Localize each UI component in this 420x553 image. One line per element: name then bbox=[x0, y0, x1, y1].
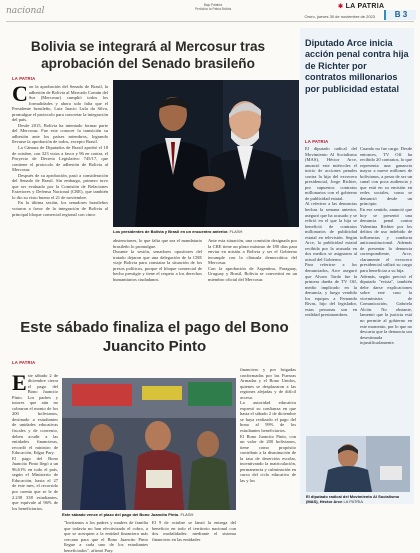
article1-col2: abstenciones, lo que falta que sea el mandatario brasileño lo promulgue. Durante la sesión, senadores opositores del tratado dejaron que una delegación de la CRE viaje Bolivia para constatar la situación de los presos políticos, porque el bloque comercial de hecho prestigie y tiene el respeto a los derechos humanitarios ciudadanos. bbox=[113, 238, 202, 282]
article2-col3: El 9 de octubre se lanzó la entrega del beneficio en todo el territorio nacional con dos modalidades: mediante el sistema financiero en las entidades bbox=[152, 520, 236, 542]
star-icon: ✱ bbox=[338, 4, 344, 10]
article2-spacer bbox=[62, 367, 146, 377]
article2-photo-caption bbox=[62, 512, 236, 517]
sidebar-col2: Cuando no fue cargo. Desde entonces, TV Off ha recibido 20 contratos, lo que representa una ganancia mayor a nueve millones de bolivianos, a pesar de ser un canal con poca audiencia y que está en su emisión en redes sociales, como se denunció desde un principio. En ese sentido, anunció que hoy se presentó una denuncia penal contra Valentina Richter por los delitos de uso indebido de influencias y conducta anticonstitucional. Además de presentar la denuncia correspondiente, Arce, claramente el exvocero presidencial utilizó su cargo para beneficiar a su hija. Además, según precisó el diputado "evista", también debe darse explicaciones sobre este caso la viceministra de Comunicación, Gabriela Alcón. No obstante, lamentó que la justicia está no permite al gobierno en este momento, por lo que no descarta que la denuncia sea desestimada injustificadamente. bbox=[360, 146, 412, 346]
article1-p4: Después de su aprobación, pasó a consideración del Senado de Brasil. Sin embargo, primero tuvo que ser evaluado por la Comisión de Relaciones Exteriores y Defensa Nacional (CRE), que también lo dio su visto bueno el 21 de noviembre. bbox=[12, 172, 108, 200]
presidents-photo-art bbox=[113, 80, 299, 227]
article2-col1-text: ste sábado 2 de diciembre cierra el pago del Bono Juancito Pinto. Los padres y tutores que aún no cobraron el monto de los 200 bolivianos, destinado a estudiantes de unidades educativas fiscales y de convenio, deben acudir a las entidades financieras, recordó el ministro de Educación, Edgar Pary. El pago del Bono Juancito Pinto llegó a un 96,61% en todo el país, según el Ministerio de Educación, hasta el 27 de este mes, el recorrido por cuenta que se le de 2.238 338 estudiantes, que equivale al 96% de los beneficiarios. bbox=[12, 372, 58, 511]
arce-photo-art bbox=[306, 436, 410, 492]
article2-kicker: LA PATRIA bbox=[12, 360, 36, 365]
article1-p5: En la última sesión, los senadores brasileños votaron a favor de la integración de Bolivia al principal bloque comercial regional con cinco bbox=[12, 200, 108, 217]
article1-dropcap: C bbox=[12, 81, 28, 106]
article1-p1: on la aprobación del Senado de Brasil, la adhesión de Bolivia al Mercado Común del Sur (Mercosur) cumplió todos los formalidades y ahora solo falta que el Presidente brasileño, Luiz Inacio Lula da Silva, promulgue el protocolo para concretar la integración del país. bbox=[12, 84, 108, 123]
header-divider bbox=[6, 21, 414, 22]
sidebar-photo-caption bbox=[306, 494, 412, 504]
article1-col3: Ante esta situación, una comisión designada por la CRE tiene un plazo máximo de 180 días para enviar en misión a Bolivia y ser el Gobierno incumple con la cláusula democrática del Mercosur. Con la aprobación de Argentina, Paraguay, Uruguay y Brasil, Bolivia se convertirá en un miembro oficial del Mercosur. bbox=[208, 238, 297, 282]
article1-p2: Desde 2015, Bolivia ha intentado formar parte del Mercosur. Fue este conocer la transición su adhesión ante los países miembros, logrando llevarse la aprobación de todos, excepto Brasil. bbox=[12, 122, 108, 145]
sidebar-kicker: LA PATRIA bbox=[305, 139, 329, 144]
article1-headline: Bolivia se integrará al Mercosur tras aprobación del Senado brasileño bbox=[30, 39, 266, 71]
bono-photo bbox=[62, 378, 236, 510]
article2-col1 bbox=[12, 367, 58, 517]
sidebar-caption-text: El diputado radical del Movimiento Al Socialismo (MAS), Héctor Arce bbox=[306, 494, 400, 504]
article2-caption-text: Este sábado vence el plazo del pago del Bono Juancito Pinto. bbox=[62, 512, 180, 517]
newspaper-logo bbox=[338, 3, 384, 10]
header-center-line2: Periódico la Patria Bolivia bbox=[194, 7, 232, 11]
sidebar-col1: El diputado radical del Movimiento Al Socialismo (MAS), Héctor Arce, anunció este miércoles el inicio de acciones penales contra la hija del exvocero presidencial, Jorge Richter, por supuestos contratos millonarios con el gobierno de publicidad estatal. Al referirse a las denuncias hechas la semana anterior, aseguró que ha acusado y se refirió en el que la hija se benefició de contratos millonarios de publicidad estatal en televisión. Según Arce, la publicidad estatal recibida por la acusada en dos medios se asignaron al actual del Gobierno. Para referirse a los denunciados, Arce aseguró que Alvaro Tardo fue la primera dueña de TV Off, medio implicado en la denuncia, y luego vendido los equipos a Fernando Rivas, hijo del legislador, estas personas son en realidad prestanombres. bbox=[305, 146, 357, 318]
bono-photo-art bbox=[62, 378, 236, 510]
article1-kicker: LA PATRIA bbox=[12, 76, 36, 81]
header-center-line1: Bajo Palabra bbox=[203, 3, 223, 7]
article1-p3: La Cámara de Diputados de Brasil aprobó el 18 de octubre, con 323 votos a favor y 96 en contra, el Proyecto de Decreto Legislativo 745/17, que contiene el protocolo de adhesión de Bolivia al Mercosur. bbox=[12, 145, 108, 173]
article2-photo-credit: FLASH bbox=[180, 512, 194, 517]
article1-photo-credit: FLASH bbox=[229, 229, 243, 234]
header-center-block bbox=[178, 3, 248, 11]
article2-dropcap: E bbox=[12, 369, 27, 395]
article2-col2: "Invitamos a los padres y madres de familia que todavía no han efectivizado el cobro, a que se acerquen a la entidad financiera más cercana para que el Bono Juancito Pinto llegue a cada uno de los estudiantes beneficiados", afirmó Pary. bbox=[64, 520, 148, 553]
article2-col4: financiero y por brigadas conformadas por las Fuerzas Armadas y el Bono Unidos, quienes se desplazaron a las regiones alejadas y de difícil acceso. La autoridad educativa expresó su confianza en que hasta el sábado 2 de diciembre se haya realizado el pago del bono al 99% de los estudiantes beneficiarios. El Bono Juancito Pinto, con un valor de 200 bolivianos, tiene como propósito contribuir a la disminución de la tasa de deserción escolar, incentivando la matriculación, permanencia y culminación en curso del ciclo educativo de las y los bbox=[240, 367, 296, 483]
sidebar-photo-credit: LA PATRIA bbox=[343, 499, 364, 504]
article2-headline: Este sábado finaliza el pago del Bono Juancito Pinto bbox=[20, 319, 289, 355]
arce-photo bbox=[306, 436, 410, 492]
section-label: nacional bbox=[6, 6, 45, 16]
page-number: B 3 bbox=[384, 10, 416, 20]
date-line: Oruro, jueves 30 de noviembre de 2023 bbox=[304, 14, 375, 19]
presidents-photo bbox=[113, 80, 299, 227]
article1-caption-text: Los presidentes de Bolivia y Brasil en un encuentro anterior. bbox=[113, 229, 229, 234]
article1-photo-caption bbox=[113, 229, 299, 234]
sidebar-headline: Diputado Arce inicia acción penal contra hija de Richter por contratos millonarios por publicidad estatal bbox=[305, 38, 409, 94]
article1-col1 bbox=[12, 81, 108, 316]
logo-text: LA PATRIA bbox=[345, 3, 385, 10]
